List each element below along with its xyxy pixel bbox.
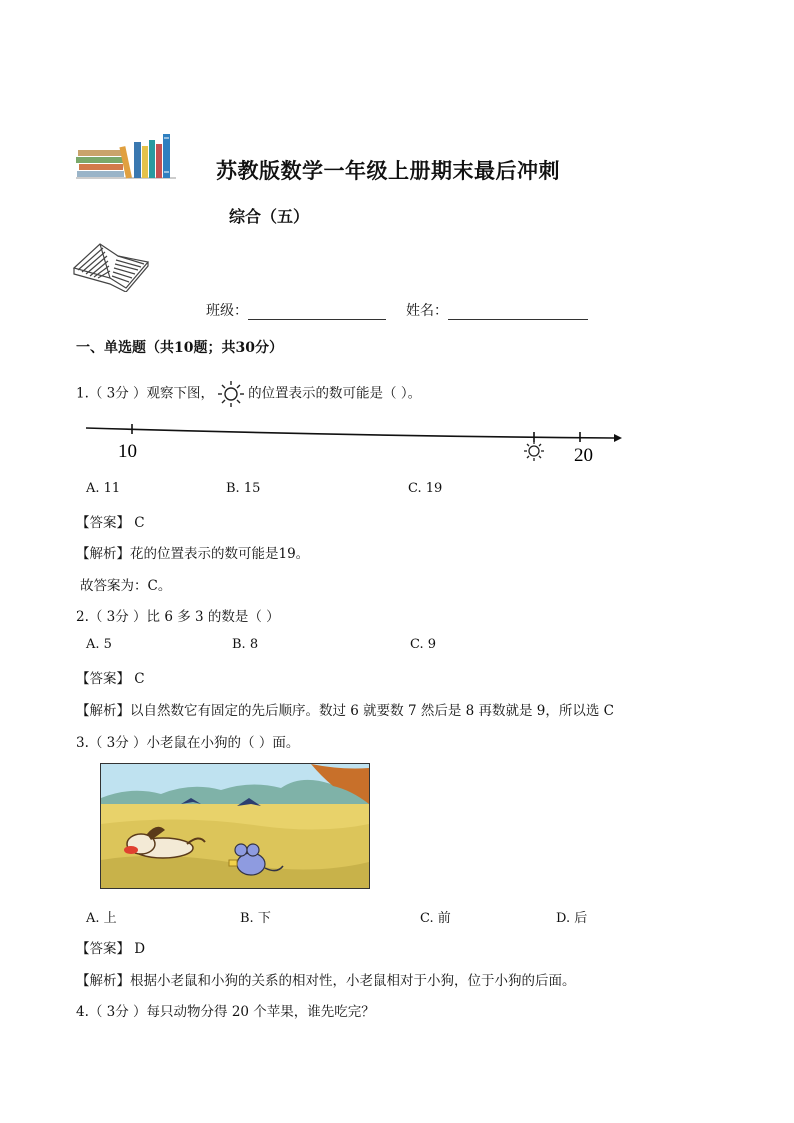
q2-option-b[interactable]: B. 8 [232, 637, 259, 652]
numline-label-right: 20 [574, 445, 593, 466]
q3-option-b[interactable]: B. 下 [240, 911, 271, 926]
flower-icon [216, 380, 246, 408]
question-4-stem: 4.（ 3分 ）每只动物分得 20 个苹果，谁先吃完？ [76, 1004, 375, 1020]
flower-marker-icon [524, 441, 544, 461]
number-line [84, 424, 624, 468]
q1-analysis: 【解析】花的位置表示的数可能是19。 [76, 546, 310, 562]
question-2-stem: 2.（ 3分 ）比 6 多 3 的数是（ ） [76, 609, 280, 625]
dog-mouse-illustration [100, 763, 370, 889]
section-title: 一、单选题（共10题；共30分） [76, 340, 283, 356]
class-label: 班级： [206, 303, 248, 319]
q3-answer: 【答案】 D [76, 941, 146, 957]
q2-answer: 【答案】 C [76, 671, 145, 687]
q3-option-c[interactable]: C. 前 [420, 911, 451, 926]
q3-analysis: 【解析】根据小老鼠和小狗的关系的相对性，小老鼠相对于小狗，位于小狗的后面。 [76, 973, 576, 989]
q2-option-a[interactable]: A. 5 [86, 637, 112, 652]
q1-option-a[interactable]: A. 11 [86, 481, 121, 496]
q1-option-c[interactable]: C. 19 [408, 481, 443, 496]
class-blank[interactable] [248, 305, 386, 320]
document-title: 苏教版数学一年级上册期末最后冲刺 [216, 158, 560, 183]
q2-option-c[interactable]: C. 9 [410, 637, 437, 652]
q2-analysis: 【解析】以自然数它有固定的先后顺序。数过 6 就要数 7 然后是 8 再数就是 9，所以选 C [76, 703, 615, 719]
question-3-stem: 3.（ 3分 ）小老鼠在小狗的（ ）面。 [76, 735, 300, 751]
q3-option-d[interactable]: D. 后 [556, 911, 588, 926]
numline-label-left: 10 [118, 441, 137, 462]
q3-option-a[interactable]: A. 上 [86, 911, 117, 926]
q1-answer: 【答案】 C [76, 515, 145, 531]
q1-option-b[interactable]: B. 15 [226, 481, 261, 496]
document-subtitle: 综合（五） [229, 207, 310, 226]
name-field [406, 300, 588, 320]
name-label: 姓名： [406, 303, 448, 319]
name-blank[interactable] [448, 305, 588, 320]
open-book-icon [70, 234, 152, 292]
books-icon [76, 132, 176, 182]
question-1-stem: 1.（ 3分 ）观察下图， 的位置表示的数可能是（ ）。 [76, 380, 421, 408]
class-field [206, 300, 386, 320]
q1-conclusion: 故答案为：C。 [80, 578, 172, 594]
